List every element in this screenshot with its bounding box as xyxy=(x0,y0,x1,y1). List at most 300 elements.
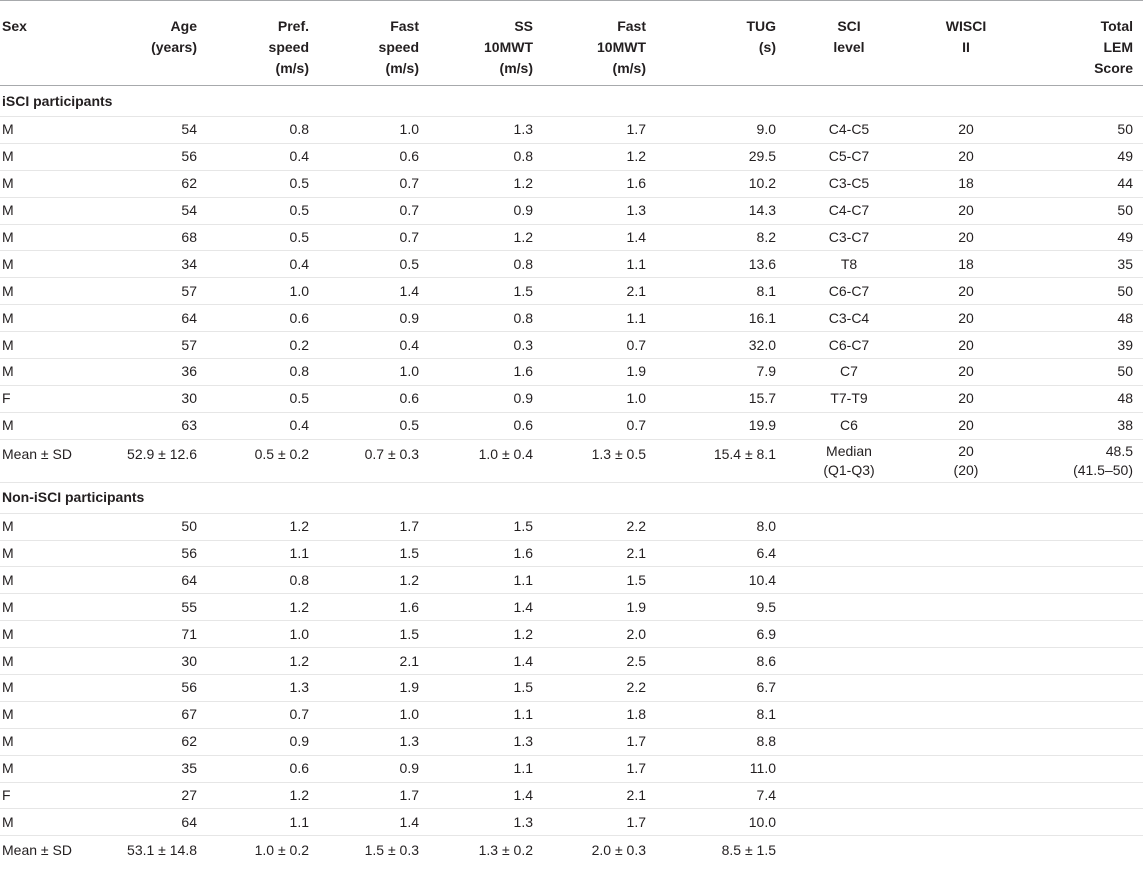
table-cell: 49 xyxy=(1020,224,1143,251)
table-cell: 0.8 xyxy=(429,305,543,332)
table-cell: M xyxy=(0,143,95,170)
table-cell xyxy=(786,675,912,702)
table-cell: 1.2 xyxy=(543,143,656,170)
table-cell: 1.0 xyxy=(319,117,429,144)
table-cell xyxy=(912,755,1020,782)
table-cell: M xyxy=(0,728,95,755)
table-cell: 38 xyxy=(1020,412,1143,439)
table-cell: 1.1 xyxy=(207,809,319,836)
table-cell: 0.4 xyxy=(207,143,319,170)
table-cell: 8.2 xyxy=(656,224,786,251)
table-cell: 9.0 xyxy=(656,117,786,144)
table-row xyxy=(0,755,1143,782)
table-cell: 1.3 xyxy=(543,197,656,224)
table-cell: 8.1 xyxy=(656,701,786,728)
table-cell xyxy=(1020,755,1143,782)
table-cell: 57 xyxy=(95,332,207,359)
table-cell: 49 xyxy=(1020,143,1143,170)
table-row xyxy=(0,359,1143,386)
table-cell: 20 xyxy=(912,117,1020,144)
table-cell: 68 xyxy=(95,224,207,251)
table-cell: 0.9 xyxy=(207,728,319,755)
table-cell: 1.3 ± 0.5 xyxy=(543,439,656,482)
table-cell: M xyxy=(0,648,95,675)
table-cell xyxy=(786,540,912,567)
table-cell: M xyxy=(0,621,95,648)
table-cell: 6.4 xyxy=(656,540,786,567)
table-cell: 53.1 ± 14.8 xyxy=(95,836,207,878)
table-cell: 0.7 ± 0.3 xyxy=(319,439,429,482)
table-cell: 0.8 xyxy=(429,251,543,278)
header-ss-10mwt: SS 10MWT (m/s) xyxy=(429,1,543,86)
table-cell: 20 xyxy=(912,412,1020,439)
table-row xyxy=(0,540,1143,567)
table-cell: 1.1 xyxy=(543,251,656,278)
summary-row xyxy=(0,836,1143,878)
header-fast-speed: Fast speed (m/s) xyxy=(319,1,429,86)
table-cell: T8 xyxy=(786,251,912,278)
table-cell xyxy=(786,728,912,755)
table-cell: C4-C7 xyxy=(786,197,912,224)
table-cell: T7-T9 xyxy=(786,385,912,412)
table-cell: 64 xyxy=(95,567,207,594)
table-cell xyxy=(786,648,912,675)
table-cell: 1.3 xyxy=(319,728,429,755)
table-cell: 50 xyxy=(1020,197,1143,224)
table-cell xyxy=(912,675,1020,702)
table-row xyxy=(0,278,1143,305)
table-cell: F xyxy=(0,782,95,809)
table-cell xyxy=(912,728,1020,755)
table-cell: 35 xyxy=(95,755,207,782)
table-row xyxy=(0,621,1143,648)
table-cell: 32.0 xyxy=(656,332,786,359)
table-row xyxy=(0,412,1143,439)
table-cell: 0.6 xyxy=(319,385,429,412)
table-cell: 0.4 xyxy=(319,332,429,359)
table-cell xyxy=(786,782,912,809)
table-row xyxy=(0,782,1143,809)
table-row xyxy=(0,513,1143,540)
table-cell: 0.5 xyxy=(319,412,429,439)
table-cell: 0.5 ± 0.2 xyxy=(207,439,319,482)
table-cell xyxy=(1020,648,1143,675)
table-cell: 0.5 xyxy=(207,385,319,412)
table-cell: 54 xyxy=(95,197,207,224)
table-row xyxy=(0,305,1143,332)
table-cell: 20 xyxy=(912,305,1020,332)
table-cell: 1.4 xyxy=(429,782,543,809)
table-cell: M xyxy=(0,513,95,540)
section-label: iSCI participants xyxy=(0,86,1143,117)
table-cell: 55 xyxy=(95,594,207,621)
table-cell: 2.1 xyxy=(543,540,656,567)
table-cell xyxy=(1020,513,1143,540)
table-cell: M xyxy=(0,117,95,144)
table-cell: 10.2 xyxy=(656,170,786,197)
table-cell: 0.4 xyxy=(207,412,319,439)
table-cell: 0.6 xyxy=(207,305,319,332)
table-cell xyxy=(786,809,912,836)
table-cell: 1.2 xyxy=(207,648,319,675)
table-cell: 1.1 xyxy=(429,755,543,782)
table-cell: 8.1 xyxy=(656,278,786,305)
table-cell: 0.8 xyxy=(207,117,319,144)
table-cell xyxy=(912,513,1020,540)
table-cell: 64 xyxy=(95,305,207,332)
table-cell: 19.9 xyxy=(656,412,786,439)
table-cell: M xyxy=(0,755,95,782)
table-cell: 8.0 xyxy=(656,513,786,540)
table-cell: 0.5 xyxy=(207,224,319,251)
table-cell: 1.2 xyxy=(429,170,543,197)
table-row xyxy=(0,675,1143,702)
table-row xyxy=(0,728,1143,755)
table-cell: 34 xyxy=(95,251,207,278)
table-cell xyxy=(912,836,1020,878)
table-cell: C7 xyxy=(786,359,912,386)
table-cell: 1.5 ± 0.3 xyxy=(319,836,429,878)
table-cell: M xyxy=(0,809,95,836)
table-cell: 0.9 xyxy=(319,305,429,332)
table-cell xyxy=(1020,594,1143,621)
table-cell: 1.7 xyxy=(319,513,429,540)
table-cell: M xyxy=(0,224,95,251)
table-cell: 20 (20) xyxy=(912,439,1020,482)
table-cell: 2.0 ± 0.3 xyxy=(543,836,656,878)
table-cell: 1.7 xyxy=(543,728,656,755)
table-cell: 1.1 xyxy=(429,701,543,728)
table-cell xyxy=(912,540,1020,567)
table-cell: 54 xyxy=(95,117,207,144)
table-cell: 62 xyxy=(95,728,207,755)
header-wisci: WISCI II xyxy=(912,1,1020,86)
section-label: Non-iSCI participants xyxy=(0,482,1143,513)
table-cell xyxy=(1020,540,1143,567)
table-cell: 56 xyxy=(95,143,207,170)
table-cell: 48 xyxy=(1020,385,1143,412)
table-cell: 0.7 xyxy=(543,332,656,359)
table-cell: 1.3 ± 0.2 xyxy=(429,836,543,878)
table-cell xyxy=(1020,782,1143,809)
table-cell: C4-C5 xyxy=(786,117,912,144)
table-cell: 35 xyxy=(1020,251,1143,278)
table-cell: 1.3 xyxy=(429,809,543,836)
table-header xyxy=(0,1,1143,86)
section-non-isci xyxy=(0,482,1143,513)
table-cell: 0.7 xyxy=(319,224,429,251)
table-cell: 10.4 xyxy=(656,567,786,594)
table-cell: 57 xyxy=(95,278,207,305)
table-cell: C5-C7 xyxy=(786,143,912,170)
table-row xyxy=(0,701,1143,728)
table-cell xyxy=(912,809,1020,836)
header-age: Age (years) xyxy=(95,1,207,86)
table-cell: 0.6 xyxy=(207,755,319,782)
header-lem-score: Total LEM Score xyxy=(1020,1,1143,86)
table-cell: 0.9 xyxy=(429,197,543,224)
table-cell: 0.3 xyxy=(429,332,543,359)
table-cell: 0.9 xyxy=(429,385,543,412)
table-cell: 1.0 xyxy=(207,278,319,305)
table-cell: 1.1 xyxy=(429,567,543,594)
table-cell: 6.7 xyxy=(656,675,786,702)
table-cell: 1.3 xyxy=(207,675,319,702)
table-cell: 1.0 xyxy=(319,701,429,728)
table-cell: 2.2 xyxy=(543,675,656,702)
table-row xyxy=(0,332,1143,359)
table-cell: 1.7 xyxy=(319,782,429,809)
table-cell: 1.1 xyxy=(207,540,319,567)
table-body xyxy=(0,86,1143,878)
table-row xyxy=(0,197,1143,224)
table-cell: 1.5 xyxy=(429,278,543,305)
table-cell: 1.6 xyxy=(429,359,543,386)
table-cell: 36 xyxy=(95,359,207,386)
table-cell: 1.6 xyxy=(319,594,429,621)
table-cell: 0.9 xyxy=(319,755,429,782)
table-cell: 1.2 xyxy=(429,224,543,251)
section-isci xyxy=(0,86,1143,117)
table-cell: 8.6 xyxy=(656,648,786,675)
table-cell: 7.9 xyxy=(656,359,786,386)
table-cell: M xyxy=(0,359,95,386)
table-row xyxy=(0,117,1143,144)
table-cell: 1.8 xyxy=(543,701,656,728)
table-cell: 7.4 xyxy=(656,782,786,809)
table-cell: 1.5 xyxy=(319,621,429,648)
table-cell: 1.9 xyxy=(543,594,656,621)
table-cell: 56 xyxy=(95,540,207,567)
table-cell xyxy=(912,782,1020,809)
table-cell xyxy=(912,648,1020,675)
table-cell: 0.8 xyxy=(207,567,319,594)
table-cell: 1.2 xyxy=(207,782,319,809)
table-cell: 1.1 xyxy=(543,305,656,332)
table-cell: 0.2 xyxy=(207,332,319,359)
table-cell: 0.7 xyxy=(207,701,319,728)
header-pref-speed: Pref. speed (m/s) xyxy=(207,1,319,86)
table-cell: 0.5 xyxy=(207,170,319,197)
table-cell: 1.2 xyxy=(319,567,429,594)
table-cell: 52.9 ± 12.6 xyxy=(95,439,207,482)
table-cell: 1.4 xyxy=(543,224,656,251)
table-cell: 1.9 xyxy=(319,675,429,702)
table-cell: M xyxy=(0,170,95,197)
table-row xyxy=(0,143,1143,170)
table-cell: 0.5 xyxy=(319,251,429,278)
table-row xyxy=(0,594,1143,621)
table-cell: 1.6 xyxy=(543,170,656,197)
table-cell: C3-C5 xyxy=(786,170,912,197)
table-cell: 50 xyxy=(1020,278,1143,305)
table-cell: M xyxy=(0,412,95,439)
table-cell: 1.4 xyxy=(429,594,543,621)
table-row xyxy=(0,170,1143,197)
summary-row xyxy=(0,439,1143,482)
table-cell: Mean ± SD xyxy=(0,439,95,482)
table-cell: 63 xyxy=(95,412,207,439)
header-fast-10mwt: Fast 10MWT (m/s) xyxy=(543,1,656,86)
table-row xyxy=(0,251,1143,278)
table-cell: M xyxy=(0,278,95,305)
table-cell: 1.0 ± 0.2 xyxy=(207,836,319,878)
header-tug: TUG (s) xyxy=(656,1,786,86)
table-cell: 0.7 xyxy=(319,170,429,197)
table-cell: 20 xyxy=(912,359,1020,386)
table-cell xyxy=(786,513,912,540)
table-cell: 71 xyxy=(95,621,207,648)
table-cell: 1.9 xyxy=(543,359,656,386)
table-cell: 56 xyxy=(95,675,207,702)
table-cell: 2.2 xyxy=(543,513,656,540)
table-cell: M xyxy=(0,567,95,594)
table-cell: 1.4 xyxy=(319,809,429,836)
table-cell: 10.0 xyxy=(656,809,786,836)
table-cell xyxy=(1020,701,1143,728)
table-cell: Median (Q1-Q3) xyxy=(786,439,912,482)
table-cell: M xyxy=(0,675,95,702)
table-cell: 9.5 xyxy=(656,594,786,621)
table-row xyxy=(0,809,1143,836)
table-cell: 0.5 xyxy=(207,197,319,224)
table-cell: 1.5 xyxy=(319,540,429,567)
table-cell: 64 xyxy=(95,809,207,836)
table-cell: 50 xyxy=(95,513,207,540)
table-cell: M xyxy=(0,305,95,332)
table-cell xyxy=(786,701,912,728)
table-row xyxy=(0,648,1143,675)
table-cell: 1.0 ± 0.4 xyxy=(429,439,543,482)
table-cell: 1.2 xyxy=(207,594,319,621)
table-cell: M xyxy=(0,197,95,224)
table-cell: M xyxy=(0,251,95,278)
table-cell: Mean ± SD xyxy=(0,836,95,878)
table-cell: 20 xyxy=(912,278,1020,305)
table-cell: C3-C4 xyxy=(786,305,912,332)
table-cell: 1.2 xyxy=(429,621,543,648)
table-cell: C6 xyxy=(786,412,912,439)
table-cell: 0.6 xyxy=(429,412,543,439)
table-cell: 1.4 xyxy=(429,648,543,675)
table-cell: 20 xyxy=(912,224,1020,251)
table-cell: 0.4 xyxy=(207,251,319,278)
table-cell: 48.5 (41.5–50) xyxy=(1020,439,1143,482)
table-cell: 39 xyxy=(1020,332,1143,359)
table-cell: 20 xyxy=(912,385,1020,412)
table-cell: 27 xyxy=(95,782,207,809)
table-cell: 0.6 xyxy=(319,143,429,170)
table-cell: 20 xyxy=(912,197,1020,224)
table-cell xyxy=(1020,567,1143,594)
header-sci-level: SCI level xyxy=(786,1,912,86)
table-cell: 8.5 ± 1.5 xyxy=(656,836,786,878)
table-row xyxy=(0,385,1143,412)
table-cell: 1.5 xyxy=(543,567,656,594)
table-cell: 2.1 xyxy=(543,782,656,809)
table-cell: 18 xyxy=(912,170,1020,197)
table-cell xyxy=(912,621,1020,648)
table-cell: 2.1 xyxy=(319,648,429,675)
table-cell xyxy=(912,701,1020,728)
table-cell: 0.7 xyxy=(543,412,656,439)
table-cell: 2.0 xyxy=(543,621,656,648)
table-cell: 1.0 xyxy=(207,621,319,648)
table-cell: 48 xyxy=(1020,305,1143,332)
table-cell: 1.2 xyxy=(207,513,319,540)
table-cell: 15.7 xyxy=(656,385,786,412)
table-cell xyxy=(912,594,1020,621)
table-cell: 1.7 xyxy=(543,755,656,782)
table-cell: 1.5 xyxy=(429,513,543,540)
table-cell: 1.7 xyxy=(543,117,656,144)
table-cell: F xyxy=(0,385,95,412)
table-cell: 30 xyxy=(95,385,207,412)
table-cell: 0.7 xyxy=(319,197,429,224)
table-cell: M xyxy=(0,701,95,728)
table-cell: C6-C7 xyxy=(786,278,912,305)
table-cell xyxy=(1020,728,1143,755)
table-cell: 67 xyxy=(95,701,207,728)
table-cell: 6.9 xyxy=(656,621,786,648)
table-cell xyxy=(786,567,912,594)
table-cell xyxy=(1020,675,1143,702)
table-cell: M xyxy=(0,594,95,621)
table-cell xyxy=(1020,621,1143,648)
table-cell: 44 xyxy=(1020,170,1143,197)
table-cell: 2.5 xyxy=(543,648,656,675)
table-cell: C6-C7 xyxy=(786,332,912,359)
table-cell: 20 xyxy=(912,332,1020,359)
table-cell: 15.4 ± 8.1 xyxy=(656,439,786,482)
header-row xyxy=(0,1,1143,86)
table-cell: 1.3 xyxy=(429,728,543,755)
table-cell: 1.0 xyxy=(543,385,656,412)
table-cell: 0.8 xyxy=(429,143,543,170)
table-cell: 1.3 xyxy=(429,117,543,144)
table-cell: C3-C7 xyxy=(786,224,912,251)
table-cell xyxy=(786,836,912,878)
table-cell: 16.1 xyxy=(656,305,786,332)
table-cell: 29.5 xyxy=(656,143,786,170)
table-cell: 2.1 xyxy=(543,278,656,305)
table-cell: 62 xyxy=(95,170,207,197)
table-cell xyxy=(912,567,1020,594)
table-cell: 1.7 xyxy=(543,809,656,836)
table-cell: M xyxy=(0,332,95,359)
table-cell xyxy=(1020,809,1143,836)
table-cell: 13.6 xyxy=(656,251,786,278)
table-cell: 1.0 xyxy=(319,359,429,386)
table-cell: 0.8 xyxy=(207,359,319,386)
table-cell xyxy=(786,594,912,621)
table-cell xyxy=(786,621,912,648)
table-cell: 1.5 xyxy=(429,675,543,702)
table-cell xyxy=(1020,836,1143,878)
table-cell xyxy=(786,755,912,782)
table-cell: 1.4 xyxy=(319,278,429,305)
table-cell: M xyxy=(0,540,95,567)
table-cell: 18 xyxy=(912,251,1020,278)
table-cell: 14.3 xyxy=(656,197,786,224)
table-row xyxy=(0,224,1143,251)
table-cell: 30 xyxy=(95,648,207,675)
table-cell: 50 xyxy=(1020,117,1143,144)
table-cell: 50 xyxy=(1020,359,1143,386)
table-cell: 8.8 xyxy=(656,728,786,755)
table-cell: 11.0 xyxy=(656,755,786,782)
table-cell: 1.6 xyxy=(429,540,543,567)
